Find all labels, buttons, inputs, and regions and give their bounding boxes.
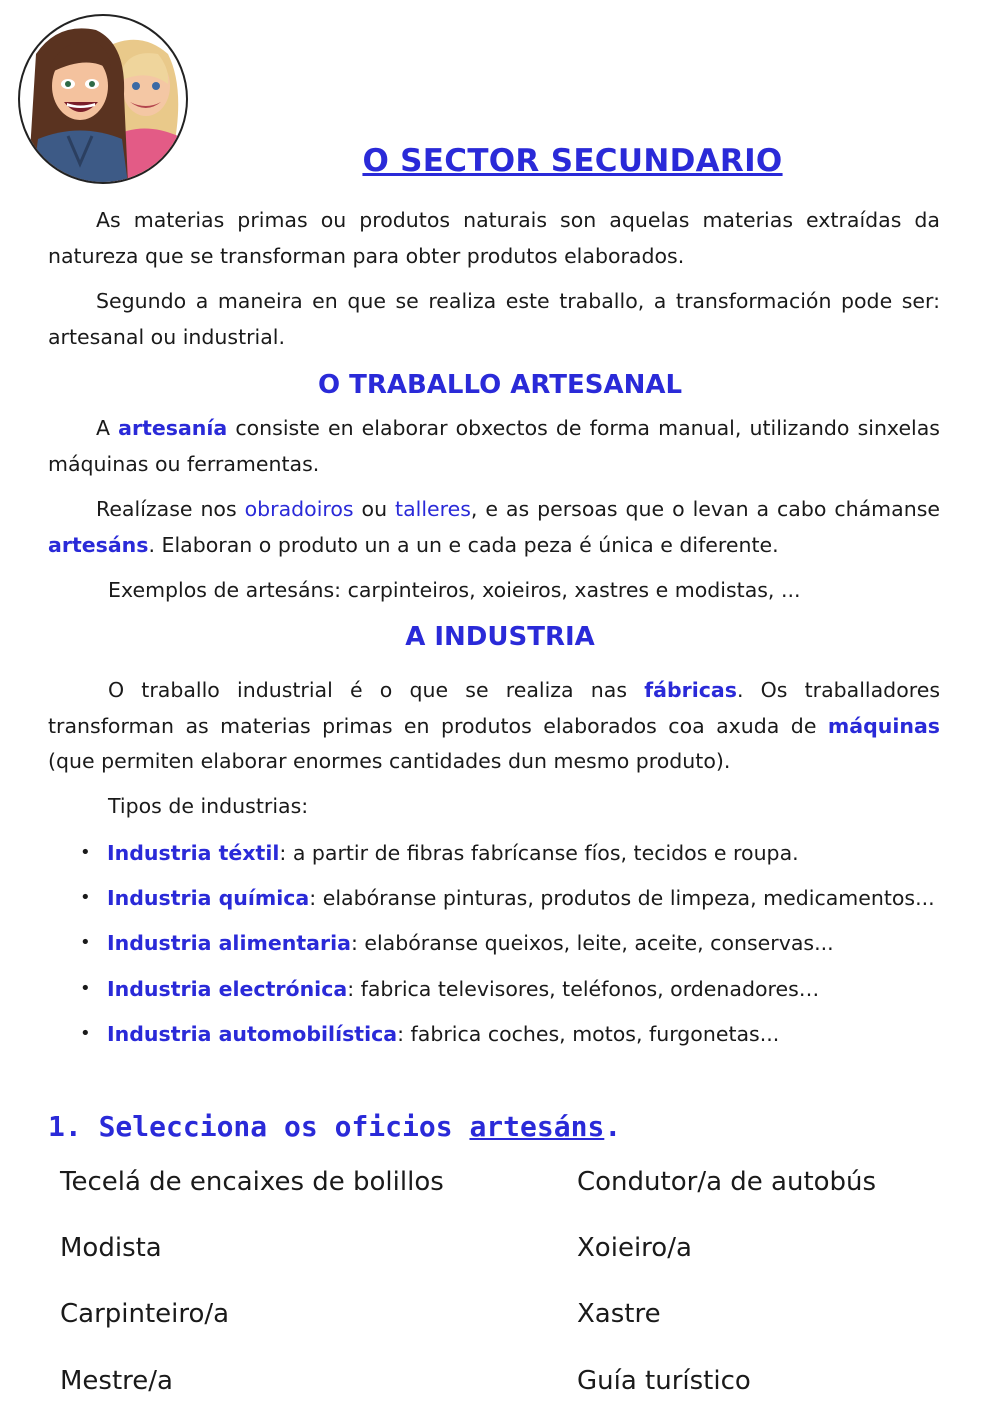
artesanal-paragraph-1 xyxy=(48,411,940,482)
bullet-icon: • xyxy=(80,977,91,999)
industry-types-list xyxy=(62,834,962,1060)
keyword-artesania: artesanía xyxy=(118,416,228,440)
option-xastre[interactable]: Xastre xyxy=(577,1299,661,1329)
exercise-number: 1. xyxy=(48,1110,82,1143)
artesanal-paragraph-2 xyxy=(48,492,940,563)
text-run: Realízase nos xyxy=(96,497,245,521)
option-carpinteiro[interactable]: Carpinteiro/a xyxy=(60,1299,230,1329)
list-item xyxy=(62,879,962,924)
text-run: (que permiten elaborar enormes cantidades dun mesmo produto). xyxy=(48,749,731,773)
industry-desc: : elabóranse pinturas, produtos de limpeza, medicamentos... xyxy=(309,886,935,911)
industry-desc: : fabrica coches, motos, furgonetas... xyxy=(397,1021,780,1046)
list-item xyxy=(62,834,962,879)
list-item xyxy=(62,970,962,1015)
option-mestre[interactable]: Mestre/a xyxy=(60,1366,173,1396)
list-item xyxy=(62,1015,962,1060)
bullet-icon: • xyxy=(80,932,91,954)
option-modista[interactable]: Modista xyxy=(60,1233,162,1263)
intro-paragraph-1: As materias primas ou produtos naturais son aquelas materias extraídas da natureza que se transforman para obter produtos elaborados. xyxy=(48,208,940,268)
bullet-icon: • xyxy=(80,887,91,909)
heading-industria: A INDUSTRIA xyxy=(405,622,595,652)
option-condutor[interactable]: Condutor/a de autobús xyxy=(577,1167,877,1197)
keyword-maquinas: máquinas xyxy=(827,713,940,738)
exercise-keyword: artesáns xyxy=(469,1110,605,1143)
exercise-text-end: . xyxy=(604,1110,622,1143)
artesanal-examples: Exemplos de artesáns: carpinteiros, xoieiros, xastres e modistas, ... xyxy=(108,578,801,602)
industry-desc: : a partir de fibras fabrícanse fíos, tecidos e roupa. xyxy=(279,841,799,865)
heading-artesanal: O TRABALLO ARTESANAL xyxy=(317,370,683,400)
bullet-icon: • xyxy=(80,842,91,863)
industry-name: Industria alimentaria xyxy=(107,931,351,956)
industry-name: Industria química xyxy=(107,886,310,911)
exercise-title xyxy=(48,1110,621,1143)
text-run: consiste en elaborar obxectos de forma manual, utilizando sinxelas máquinas ou ferramentas. xyxy=(48,416,940,476)
industry-desc: : elabóranse queixos, leite, aceite, conservas... xyxy=(350,931,834,956)
text-run: . Os traballadores transforman as materias primas en produtos elaborados coa axuda de xyxy=(48,678,941,738)
text-run: , e as persoas que o levan a cabo chámanse xyxy=(470,497,940,521)
keyword-obradoiros: obradoiros xyxy=(244,497,354,521)
keyword-fabricas: fábricas xyxy=(644,678,737,702)
exercise-text: Selecciona os oficios xyxy=(81,1110,470,1143)
intro-paragraph-2: Segundo a maneira en que se realiza este traballo, a transformación pode ser: artesanal ou industrial. xyxy=(48,289,940,349)
industry-name: Industria automobilística xyxy=(107,1021,398,1046)
page-title: O SECTOR SECUNDARIO xyxy=(362,143,783,179)
industry-name: Industria electrónica xyxy=(107,976,348,1001)
industry-desc: : fabrica televisores, teléfonos, ordenadores… xyxy=(347,976,820,1001)
industria-paragraph-1 xyxy=(48,673,940,780)
option-guia[interactable]: Guía turístico xyxy=(577,1366,751,1396)
text-run: A xyxy=(96,416,119,440)
types-label: Tipos de industrias: xyxy=(108,794,309,818)
text-run: ou xyxy=(353,497,396,521)
industry-name: Industria téxtil xyxy=(107,841,280,865)
text-run: . Elaboran o produto un a un e cada peza é única e diferente. xyxy=(148,532,779,557)
keyword-talleres: talleres xyxy=(395,497,471,521)
option-tecela[interactable]: Tecelá de encaixes de bolillos xyxy=(60,1167,444,1197)
option-xoieiro[interactable]: Xoieiro/a xyxy=(577,1233,692,1263)
keyword-artesans: artesáns xyxy=(48,532,149,557)
text-run: O traballo industrial é o que se realiza nas xyxy=(108,678,645,702)
list-item xyxy=(62,924,962,969)
bullet-icon: • xyxy=(80,1022,91,1044)
